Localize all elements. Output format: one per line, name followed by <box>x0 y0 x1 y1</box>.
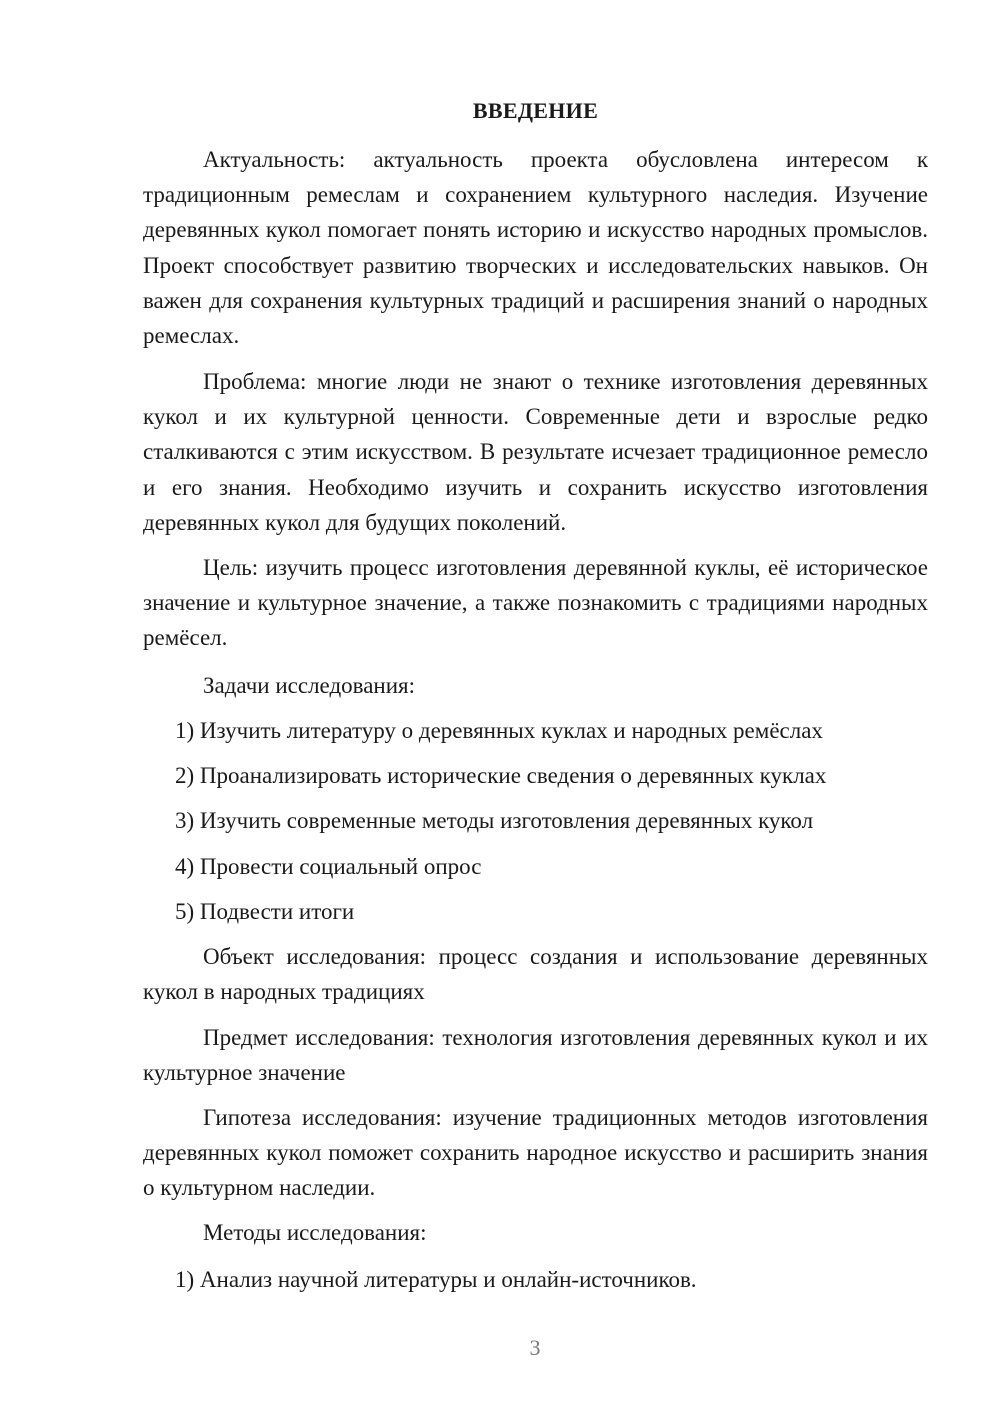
paragraph-goal: Цель: изучить процесс изготовления деревянной куклы, её историческое значение и культурное значение, а также познакомить с традициями народных ремёсел. <box>143 555 928 651</box>
paragraph-problem: Проблема: многие люди не знают о технике изготовления деревянных кукол и их культурной ценности. Современные дети и взрослые редко сталкиваются с этим искусством. В результате исчезает традиционное ремесло и его знания. Необходимо изучить и сохранить искусство изготовления деревянных кукол для будущих поколений. <box>143 369 928 535</box>
task-item-2: 2) Проанализировать исторические сведения о деревянных куклах <box>175 763 827 788</box>
paragraph-hypothesis: Гипотеза исследования: изучение традиционных методов изготовления деревянных кукол поможет сохранить народное искусство и расширить знания о культурном наследии. <box>143 1105 928 1201</box>
method-item-1: 1) Анализ научной литературы и онлайн-источников. <box>175 1267 697 1292</box>
task-item-5: 5) Подвести итоги <box>175 899 355 924</box>
tasks-label: Задачи исследования: <box>203 673 416 698</box>
methods-label: Методы исследования: <box>203 1220 427 1245</box>
page-number: 3 <box>529 1335 541 1360</box>
task-item-4: 4) Провести социальный опрос <box>175 854 482 879</box>
page-heading: ВВЕДЕНИЕ <box>472 98 599 123</box>
paragraph-relevance: Актуальность: актуальность проекта обусловлена интересом к традиционным ремеслам и сохранением культурного наследия. Изучение деревянных кукол помогает понять историю и искусство народных промыслов. Проект способствует развитию творческих и исследовательских навыков. Он важен для сохранения культурных традиций и расширения знаний о народных ремеслах. <box>143 147 928 349</box>
paragraph-subject: Предмет исследования: технология изготовления деревянных кукол и их культурное значение <box>143 1025 928 1086</box>
task-item-3: 3) Изучить современные методы изготовления деревянных кукол <box>175 808 814 833</box>
paragraph-object: Объект исследования: процесс создания и использование деревянных кукол в народных традициях <box>143 944 928 1005</box>
task-item-1: 1) Изучить литературу о деревянных куклах и народных ремёслах <box>175 718 823 743</box>
